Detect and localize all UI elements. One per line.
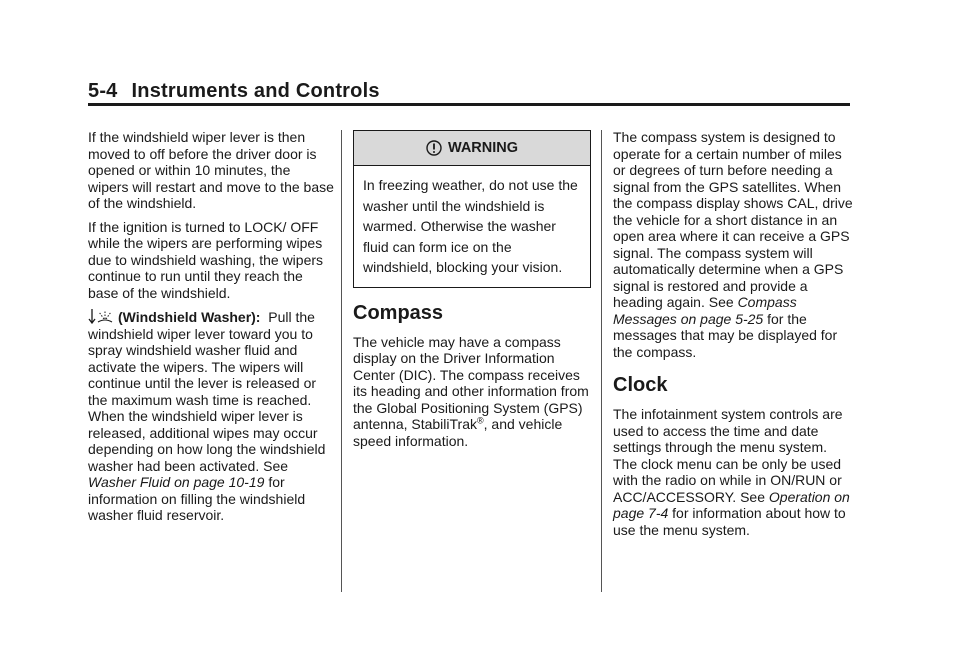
column-1 <box>88 129 334 531</box>
clock-heading: Clock <box>613 374 668 396</box>
compass-text-end: , and vehicle speed information. <box>353 416 563 449</box>
operation-link[interactable]: Operation on page 7-4 <box>613 488 850 521</box>
warning-box <box>353 130 591 288</box>
washer-icons <box>88 308 114 324</box>
column-2 <box>353 129 593 456</box>
arrow-down-icon <box>88 308 96 324</box>
washer-tail: for information on filling the windshield washer fluid reservoir. <box>88 474 306 523</box>
clock-tail: for information about how to use the menu system. <box>613 505 846 538</box>
paragraph-compass <box>353 334 593 450</box>
warning-header <box>354 131 590 166</box>
warning-icon <box>426 140 442 156</box>
paragraph-windshield-washer <box>88 308 334 524</box>
compass-text: The vehicle may have a compass display on the Driver Information Center (DIC). The compass receives its heading and other information from the Global Positioning System (GPS) antenna, StabiliTrak <box>353 333 589 432</box>
registered-mark: ® <box>477 415 484 426</box>
column-divider-2 <box>601 130 602 592</box>
warning-title: WARNING <box>447 139 519 156</box>
clock-text: The infotainment system controls are used to access the time and date settings through the menu system. The clock menu can be only be used with the radio on while in ON/RUN or ACC/ACCESSORY. See <box>613 406 843 505</box>
header-rule <box>88 103 850 106</box>
page-header <box>88 80 380 103</box>
compass-messages-link[interactable]: Compass Messages on page 5-25 <box>613 294 797 327</box>
paragraph-clock <box>613 406 853 538</box>
chapter-title: Instruments and Controls <box>131 80 380 102</box>
compass-cont-text: The compass system is designed to operate for a certain number of miles or degrees of turn before needing a signal from the GPS satellites. When the compass display shows CAL, drive the vehicle for a short distance in an open area where it can receive a GPS signal. The compass system will automatically determine when a GPS signal is restored and provide a heading again. See <box>613 129 853 310</box>
washer-spray-icon <box>96 308 114 324</box>
paragraph-wiper-restart: If the windshield wiper lever is then moved to off before the driver door is opened or within 10 minutes, the wipers will restart and move to the base of the windshield. <box>88 129 334 211</box>
compass-tail: for the messages that may be displayed for the compass. <box>613 310 838 360</box>
washer-lead: (Windshield Washer): <box>118 309 261 325</box>
washer-fluid-link[interactable]: Washer Fluid on page 10-19 <box>88 474 265 490</box>
paragraph-compass-calibration <box>613 129 853 360</box>
warning-text: In freezing weather, do not use the washer until the windshield is warmed. Otherwise the washer fluid can form ice on the windshield, blocking your vision. <box>363 177 578 275</box>
paragraph-ignition-lock: If the ignition is turned to LOCK/ OFF while the wipers are performing wipes due to windshield washing, the wipers continue to run until they reach the base of the windshield. <box>88 218 324 301</box>
page-number: 5-4 <box>88 80 118 102</box>
compass-heading: Compass <box>353 301 444 324</box>
column-3 <box>613 129 853 545</box>
washer-text: Pull the windshield wiper lever toward you to spray windshield washer fluid and activate the wipers. The wipers will continue until the lever is released or the maximum wash time is reached. When the windshield wiper lever is released, additional wipes may occur depending on how long the windshield washer had been activated. See <box>88 309 326 474</box>
column-divider-1 <box>341 130 342 592</box>
